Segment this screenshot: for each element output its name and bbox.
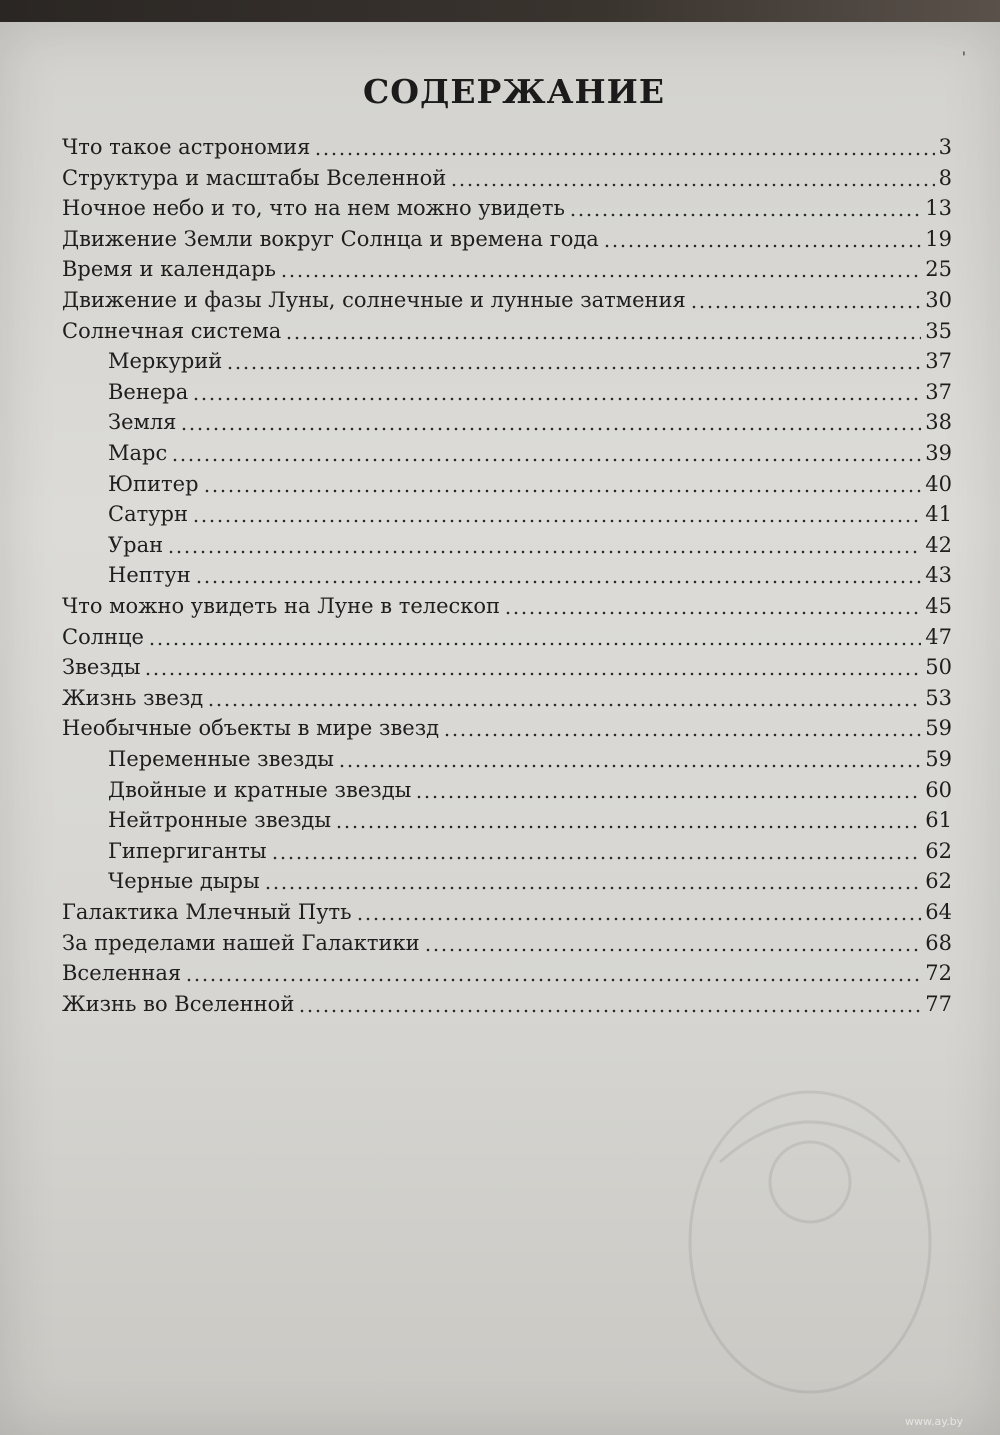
toc-entry-title: Венера: [108, 379, 189, 404]
toc-entry-title: Необычные объекты в мире звезд: [62, 716, 440, 741]
toc-entry-title: Земля: [108, 410, 177, 435]
toc-entry-page-number: 41: [925, 502, 952, 527]
toc-entry-title: Жизнь звезд: [62, 685, 204, 710]
dot-leader: [171, 458, 921, 462]
toc-entry-title: Юпитер: [108, 471, 199, 496]
dot-leader: [314, 152, 934, 156]
toc-entry-page-number: 62: [925, 838, 952, 863]
toc-entry-page-number: 72: [925, 961, 952, 986]
toc-entry-page-number: 19: [925, 226, 952, 251]
toc-entry-title: Нейтронные звезды: [108, 808, 332, 833]
toc-entry-title: Солнечная система: [62, 318, 282, 343]
toc-entry: [108, 778, 952, 806]
dot-leader: [207, 703, 921, 707]
toc-entry: [62, 716, 952, 744]
toc-entry: [108, 380, 952, 408]
toc-entry: [62, 257, 952, 285]
toc-entry-title: Черные дыры: [108, 869, 260, 894]
watermark-text: www.ay.by: [905, 1415, 964, 1428]
toc-entry-title: Движение Земли вокруг Солнца и времена года: [62, 226, 599, 251]
dot-leader: [280, 274, 921, 278]
toc-entry-title: Ночное небо и то, что на нем можно увидеть: [62, 196, 565, 221]
page-title: СОДЕРЖАНИЕ: [362, 72, 665, 111]
toc-entry-page-number: 47: [925, 624, 952, 649]
dot-leader: [264, 886, 922, 890]
toc-entry-page-number: 38: [925, 410, 952, 435]
toc-entry-title: Марс: [108, 441, 168, 465]
toc-entry: [62, 961, 952, 989]
dot-leader: [180, 427, 921, 431]
toc-entry-title: Нептун: [108, 563, 191, 588]
toc-entry: [62, 655, 952, 683]
dot-leader: [443, 733, 921, 737]
toc-entry: [108, 472, 952, 500]
toc-entry-page-number: 68: [925, 930, 952, 955]
toc-entry-page-number: 39: [925, 441, 952, 465]
dot-leader: [144, 672, 921, 676]
toc-entry: [108, 869, 952, 897]
toc-entry-page-number: 45: [925, 594, 952, 618]
toc-entry: [62, 686, 952, 714]
dot-leader: [195, 580, 922, 584]
corner-mark: ': [962, 50, 966, 66]
dot-leader: [338, 764, 921, 768]
toc-entry-title: Что можно увидеть на Луне в телескоп: [62, 594, 501, 618]
dot-leader: [415, 795, 921, 799]
toc-entry: [62, 166, 952, 194]
toc-entry: [108, 747, 952, 775]
dot-leader: [335, 825, 921, 829]
toc-entry-title: Время и календарь: [62, 257, 276, 282]
table-of-contents: [0, 22, 1000, 1435]
toc-entry-page-number: 3: [938, 135, 952, 159]
dot-leader: [504, 611, 921, 615]
dot-leader: [298, 1009, 921, 1013]
toc-entry-title: Гипергиганты: [108, 838, 267, 863]
toc-entry-title: Сатурн: [108, 502, 189, 527]
dot-leader: [424, 948, 922, 952]
background-corner: [0, 0, 1000, 22]
toc-entry-title: За пределами нашей Галактики: [62, 930, 420, 955]
toc-entry-page-number: 59: [925, 747, 952, 771]
dot-leader: [603, 244, 921, 248]
book-page: [0, 22, 1000, 1435]
toc-entry-page-number: 8: [938, 165, 952, 190]
toc-entry: [108, 808, 952, 836]
toc-entry: [62, 931, 952, 959]
dot-leader: [690, 305, 921, 309]
toc-entry: [62, 992, 952, 1020]
toc-entry-page-number: 35: [925, 318, 952, 343]
toc-entry-page-number: 40: [925, 471, 952, 496]
toc-entry: [108, 502, 952, 530]
toc-entry: [108, 563, 952, 591]
toc-entry-title: Движение и фазы Луны, солнечные и лунные затмения: [62, 288, 686, 312]
toc-entry-title: Структура и масштабы Вселенной: [62, 165, 447, 190]
toc-entry-page-number: 53: [925, 685, 952, 710]
dot-leader: [356, 917, 922, 921]
toc-entry-title: Двойные и кратные звезды: [108, 777, 412, 802]
toc-entry-title: Жизнь во Вселенной: [62, 991, 295, 1016]
dot-leader: [450, 183, 934, 187]
dot-leader: [148, 642, 921, 646]
dot-leader: [185, 978, 921, 982]
dot-leader: [569, 213, 921, 217]
toc-entry-title: Переменные звезды: [108, 747, 334, 771]
toc-entry-page-number: 50: [925, 655, 952, 680]
toc-entry-page-number: 43: [925, 563, 952, 588]
toc-entry-page-number: 42: [925, 532, 952, 557]
toc-entry: [62, 196, 952, 224]
toc-entry: [62, 227, 952, 255]
toc-entry-title: Меркурий: [108, 349, 223, 374]
toc-entry-page-number: 30: [925, 288, 952, 312]
toc-entry-title: Солнце: [62, 624, 144, 649]
toc-entry-page-number: 37: [925, 349, 952, 374]
toc-entry-page-number: 25: [925, 257, 952, 282]
toc-entry-title: Вселенная: [62, 961, 182, 986]
toc-entry-title: Что такое астрономия: [62, 135, 311, 159]
toc-entry: [108, 533, 952, 561]
toc-entry: [108, 839, 952, 867]
dot-leader: [203, 489, 922, 493]
toc-entry: [62, 135, 952, 163]
dot-leader: [192, 397, 921, 401]
toc-entry: [62, 900, 952, 928]
dot-leader: [226, 366, 921, 370]
toc-entry-title: Уран: [108, 532, 164, 557]
toc-entry-page-number: 13: [925, 196, 952, 221]
toc-entry: [62, 625, 952, 653]
toc-entry-page-number: 61: [925, 808, 952, 833]
toc-entry-page-number: 62: [925, 869, 952, 894]
toc-entry: [108, 410, 952, 438]
toc-entry: [62, 319, 952, 347]
toc-entry-page-number: 64: [925, 900, 952, 924]
toc-entry-page-number: 59: [925, 716, 952, 741]
toc-entry-page-number: 37: [925, 379, 952, 404]
dot-leader: [285, 336, 921, 340]
toc-entry: [62, 288, 952, 316]
toc-entry-title: Звезды: [62, 655, 141, 680]
toc-entry: [108, 441, 952, 469]
toc-entry-page-number: 60: [925, 777, 952, 802]
dot-leader: [271, 856, 922, 860]
dot-leader: [167, 550, 921, 554]
dot-leader: [192, 519, 921, 523]
toc-entry: [62, 594, 952, 622]
toc-entry-page-number: 77: [925, 991, 952, 1016]
toc-entry-title: Галактика Млечный Путь: [62, 900, 352, 924]
toc-entry: [108, 349, 952, 377]
